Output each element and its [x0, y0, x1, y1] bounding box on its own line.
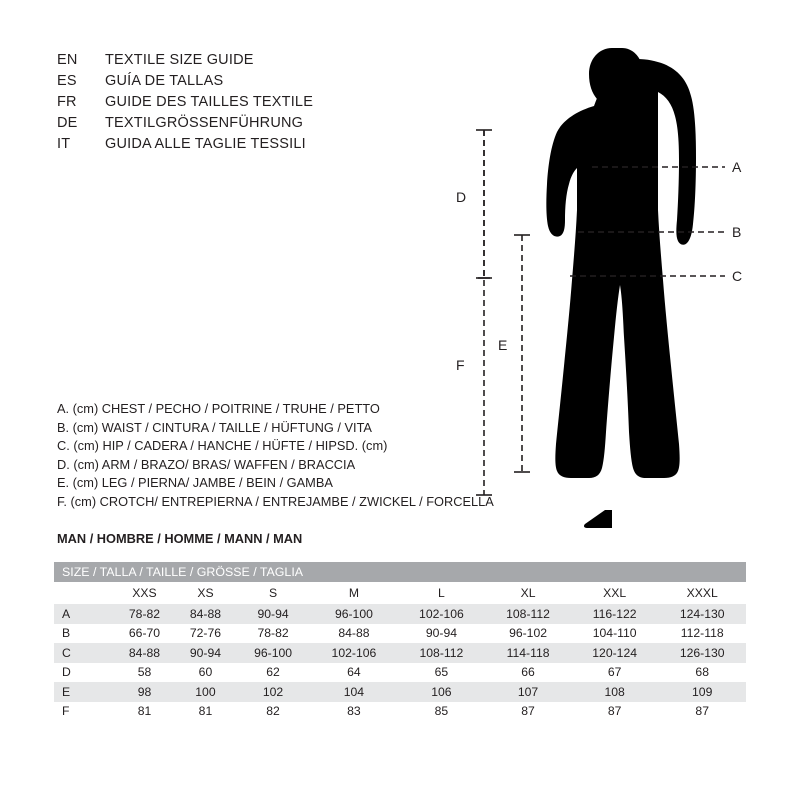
diagram-label-a: A [732, 159, 742, 175]
cell-f-xxxl: 87 [658, 702, 746, 722]
cell-f-xxs: 81 [114, 702, 175, 722]
table-row [54, 643, 746, 663]
language-text-de: TEXTILGRÖSSENFÜHRUNG [105, 115, 304, 131]
cell-f-xxl: 87 [571, 702, 659, 722]
body-measurement-diagram [420, 30, 780, 530]
cell-c-m: 102-106 [310, 643, 398, 663]
table-header-xxs: XXS [114, 582, 175, 604]
language-code-fr: FR [57, 94, 77, 110]
cell-d-m: 64 [310, 663, 398, 683]
diagram-label-f: F [456, 357, 465, 373]
diagram-label-d: D [456, 189, 467, 205]
cell-f-xl: 87 [485, 702, 571, 722]
diagram-label-c: C [732, 268, 743, 284]
cell-b-m: 84-88 [310, 624, 398, 644]
table-title-row [54, 562, 746, 582]
table-header-xs: XS [175, 582, 236, 604]
cell-a-s: 90-94 [236, 604, 310, 624]
language-text-en: TEXTILE SIZE GUIDE [105, 52, 254, 68]
table-header-blank [54, 582, 114, 604]
cell-e-m: 104 [310, 682, 398, 702]
cell-e-xl: 107 [485, 682, 571, 702]
cell-b-xs: 72-76 [175, 624, 236, 644]
legend-line-c: C. (cm) HIP / CADERA / HANCHE / HÜFTE / HIPSD. (cm) [57, 438, 388, 454]
cell-a-xs: 84-88 [175, 604, 236, 624]
cell-c-xxs: 84-88 [114, 643, 175, 663]
cell-a-m: 96-100 [310, 604, 398, 624]
legend-line-f: F. (cm) CROTCH/ ENTREPIERNA / ENTREJAMBE / ZWICKEL / FORCELLA [57, 493, 494, 509]
cell-e-xs: 100 [175, 682, 236, 702]
cell-e-s: 102 [236, 682, 310, 702]
table-row [54, 702, 746, 722]
cell-c-l: 108-112 [398, 643, 486, 663]
cell-a-l: 102-106 [398, 604, 486, 624]
language-row [57, 73, 397, 94]
cell-d-xxl: 67 [571, 663, 659, 683]
table-title: SIZE / TALLA / TAILLE / GRÖSSE / TAGLIA [54, 562, 746, 582]
language-title-block [57, 52, 397, 157]
cell-f-s: 82 [236, 702, 310, 722]
language-row [57, 94, 397, 115]
cell-d-xl: 66 [485, 663, 571, 683]
language-code-it: IT [57, 136, 71, 152]
legend-line-e: E. (cm) LEG / PIERNA/ JAMBE / BEIN / GAMBA [57, 475, 333, 491]
table-header-m: M [310, 582, 398, 604]
language-row [57, 115, 397, 136]
cell-a-xxxl: 124-130 [658, 604, 746, 624]
cell-e-l: 106 [398, 682, 486, 702]
language-text-it: GUIDA ALLE TAGLIE TESSILI [105, 136, 306, 152]
language-row [57, 136, 397, 157]
table-header-xxxl: XXXL [658, 582, 746, 604]
table-header-xxl: XXL [571, 582, 659, 604]
cell-d-xxxl: 68 [658, 663, 746, 683]
row-label-f: F [54, 702, 114, 722]
language-code-en: EN [57, 52, 78, 68]
cell-a-xxs: 78-82 [114, 604, 175, 624]
cell-b-xxxl: 112-118 [658, 624, 746, 644]
cell-e-xxs: 98 [114, 682, 175, 702]
row-label-c: C [54, 643, 114, 663]
cell-b-xxl: 104-110 [571, 624, 659, 644]
table-header-xl: XL [485, 582, 571, 604]
cell-f-xs: 81 [175, 702, 236, 722]
cell-f-m: 83 [310, 702, 398, 722]
cell-c-xl: 114-118 [485, 643, 571, 663]
row-label-b: B [54, 624, 114, 644]
table-header-s: S [236, 582, 310, 604]
legend-line-d: D. (cm) ARM / BRAZO/ BRAS/ WAFFEN / BRACCIA [57, 456, 356, 472]
table-header-row [54, 582, 746, 604]
cell-d-xxs: 58 [114, 663, 175, 683]
table-row [54, 624, 746, 644]
row-label-a: A [54, 604, 114, 624]
man-silhouette-figure [546, 48, 696, 528]
cell-a-xl: 108-112 [485, 604, 571, 624]
cell-b-xxs: 66-70 [114, 624, 175, 644]
cell-e-xxxl: 109 [658, 682, 746, 702]
diagram-label-b: B [732, 224, 742, 240]
cell-b-xl: 96-102 [485, 624, 571, 644]
table-row [54, 663, 746, 683]
cell-d-l: 65 [398, 663, 486, 683]
cell-a-xxl: 116-122 [571, 604, 659, 624]
cell-f-l: 85 [398, 702, 486, 722]
cell-c-s: 96-100 [236, 643, 310, 663]
language-text-es: GUÍA DE TALLAS [105, 73, 224, 89]
diagram-label-e: E [498, 337, 508, 353]
cell-d-s: 62 [236, 663, 310, 683]
language-code-es: ES [57, 73, 77, 89]
language-text-fr: GUIDE DES TAILLES TEXTILE [105, 94, 314, 110]
cell-c-xxxl: 126-130 [658, 643, 746, 663]
language-row [57, 52, 397, 73]
table-row [54, 604, 746, 624]
table-row [54, 682, 746, 702]
row-label-d: D [54, 663, 114, 683]
cell-b-s: 78-82 [236, 624, 310, 644]
cell-c-xxl: 120-124 [571, 643, 659, 663]
cell-d-xs: 60 [175, 663, 236, 683]
cell-c-xs: 90-94 [175, 643, 236, 663]
cell-b-l: 90-94 [398, 624, 486, 644]
language-code-de: DE [57, 115, 78, 131]
row-label-e: E [54, 682, 114, 702]
legend-line-b: B. (cm) WAIST / CINTURA / TAILLE / HÜFTUNG / VITA [57, 419, 372, 435]
legend-gender-label: MAN / HOMBRE / HOMME / MANN / MAN [57, 531, 303, 546]
legend-line-a: A. (cm) CHEST / PECHO / POITRINE / TRUHE / PETTO [57, 401, 380, 416]
cell-e-xxl: 108 [571, 682, 659, 702]
size-table [54, 562, 746, 721]
table-header-l: L [398, 582, 486, 604]
